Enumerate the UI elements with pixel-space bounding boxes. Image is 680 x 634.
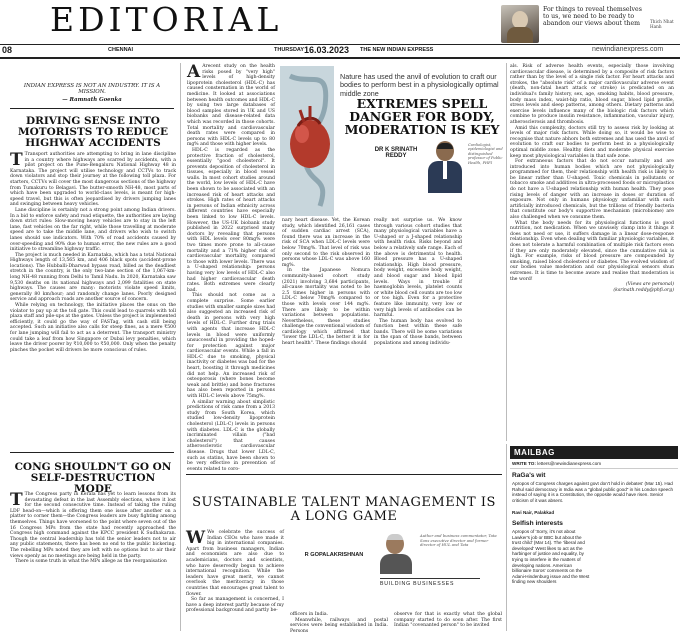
- lead-paragraph: The project is much needed in Karnataka, which has a total National Highways length of 13,565 km, and 406 black spots (accident-prone locations). The Hubballi-Dharwad bypass road, billed as the deadliest stretch in the country, is the only two-lane section of the 1,067-km-long NH-48 running from Delhi to Tamil Nadu. In 2020, Karnataka saw 9,530 deaths on its national highways and 2,099 fatalities on state highways. The causes are many: motorists violate speed limits, generally 80 km/hour; and randomly change lanes. Poorly designed service and approach roads are another source of concern.: [10, 252, 176, 303]
- drop-cap: W: [186, 528, 206, 548]
- bottom-author-photo: [376, 530, 416, 574]
- bottom-article-title: SUSTAINABLE TALENT MANAGEMENT IS A LONG GAME: [192, 495, 496, 524]
- lead-paragraph: Lane discipline is certainly not a strong point among Indian drivers. In a bid to enforce safety and road etiquette, the authorities are laying down strict rules: Slow-moving heavy vehicles are to stay in the left lane, fast vehicles on the far right, while those travelling at moderate speed are to take the middle lane, and drivers who wish to switch lanes should use indicators. With 70% of road accidents caused by over-speeding and 90% due to human error, the new rules are a good initiative to streamline highway traffic.: [10, 207, 176, 253]
- feature-paragraph: In the Japanese Nomura community-based cohort study (2021) involving 3,684 participants, all-cause mortality was noted to be 2.5 times higher in persons with LDL-C below 70mg% compared to those with levels over 144 mg%. There are likely to be within variations between populations. Nevertheless, these studies challenge the conventional wisdom of cardiology which affirmed that "lower the LDL-C, the better it is for heart health". These findings should: [282, 268, 371, 347]
- motto-text: INDIAN EXPRESS IS NOT AN INDUSTRY. IT IS A MISSION.: [23, 83, 161, 96]
- section-title: EDITORIAL: [50, 0, 283, 39]
- drop-cap: A: [187, 62, 201, 82]
- middle-paragraph: A Arecent study on the health risks posed by "very high" levels of high-density lipoprotein cholesterol (HDL-C) has caused consternation in the world of medicine. It looked at associations between health outcomes and HDL-C by using two large databases of blood samples stored in UK and US biobanks and disease-related data which was recorded in those cohorts. Total mortality and cardiovascular death rates were compared in persons with HDL-C levels up to 80 mg% and those with higher levels.: [187, 62, 275, 148]
- mailbag-write-to: [512, 461, 678, 466]
- middle-paragraph: HDL-C is regarded as the protective fraction of cholesterol, essentially "good cholesterol". It prevents deposition of cholesterol in tissues, especially in blood vessel walls. In most cohort studies around the world, low levels of HDL-C have been shown to be associated with an increased risk of heart attacks and strokes. High rates of heart attacks in persons of Indian ethnicity across different countries have especially been linked to low HDL-C levels. However, the US-UK biobank study published in 2022 surprised many doctors by revealing that persons with HDL levels over 80mg% were two times more prone to all-cause mortality and a 71% higher risk of cardiovascular mortality, compared to those with lower levels. There was a U-shaped relationship: persons having very low levels of HDL-C also had higher cardiovascular death rates. Both extremes were clearly bad.: [187, 147, 275, 293]
- letter-2-headline: Selfish interests: [512, 520, 563, 527]
- heart-illustration: [280, 66, 334, 216]
- bottom-paragraph: observe for that is exactly what the global company started to do soon after. The first Indian "covenanted person" to be invited: [394, 612, 502, 629]
- day-label: THURSDAY: [274, 47, 305, 53]
- feature-title: EXTREMES SPELL DANGER FOR BODY, MODERATION IS KEY: [344, 96, 500, 138]
- quote-text: For things to reveal themselves to us, we need to be ready to abandon our views about them: [543, 6, 642, 28]
- bottom-paragraph: Meanwhile, railways and postal services were being established in India. Persons: [290, 617, 388, 634]
- feature-paragraph: really not surprise us. We know through various cohort studies that many physiological variables have a U-shaped or a J-shaped relationship with health risks. Risks beyond and below a relatively safe range. Each of the above is detrimental to health. Blood pressure has a U-shaped relationship. High blood pressure, body weight, excessive body weight, and blood sugar and blood lipid levels. Ways in trouble if haemoglobin levels, platelet counts or white blood cell counts are too low or too high. Even for a protective feature like immunity, very low or very high levels of antibodies can be harmful.: [374, 218, 462, 319]
- feature-byline: [340, 135, 504, 197]
- letter-1-author: Ravi Nair, Palakkad: [512, 510, 555, 515]
- second-editorial-body: [10, 492, 176, 631]
- bottom-col-1: [186, 530, 284, 631]
- feature-paragraph: nary heart disease. Yet, the Korean study, which identified 26,161 cases of sudden cardiac arrest (SCA), found there was an increase in the risk of SCA when LDL-C levels were below 70mg%. That level of risk was only second to the risk observed in persons whose LDL-C was above 160 mg%.: [282, 218, 370, 268]
- middle-paragraph: A similar warning about simplistic predictions of risk came from a 2013 study from South Korea, which studied low-density lipoprotein cholesterol (LDL-C) levels in persons with diabetes. LDL-C is the globally incriminated villain ("bad cholesterol") that causes atherosclerotic cardiovascular disease. Drugs that lower LDL-C, such as statins, have been shown to be very effective in prevention of events related to coro-: [187, 399, 275, 472]
- website-link[interactable]: newindianexpress.com: [592, 46, 664, 53]
- letter-1-headline: RaGa's wit: [512, 472, 546, 479]
- feature-author-photo: [424, 137, 466, 193]
- feature-author-name: DR K SRINATH REDDY: [374, 147, 418, 159]
- feature-paragraph: Amid this complexity, doctors still try to assess risk by looking at levels of major risk factors. While doing so, it would be wise to recognise that nature abhors both extremes and has used the anvil of evolution to craft our bodies to perform best in a physiologically optimal middle zone. Healthy diets and moderate physical exercise keep most physiological variables in that safe zone.: [510, 125, 674, 159]
- quote-author: Thich Nhat Hanh: [650, 19, 674, 29]
- feature-paragraph: als. Risk of adverse health events, especially those involving cardiovascular disease, is determined by a composite of risk factors rather than by the level of a single risk factor. For heart attacks and strokes, the "absolute risk" of a major cardiovascular adverse event (death, non-fatal heart attack or stroke) is predicated on an individual's family history, sex, age, smoking habits, blood pressure, body mass index, waist-hip ratio, blood sugar, blood lipid profile, stress levels and sleep patterns, among others. Dietary patterns and exercise levels influence many of the biologic risk factors which combine to produce insulin resistance, inflammation, vascular injury, atherosclerosis and thrombosis.: [510, 64, 674, 125]
- bottom-author-name: R GOPALAKRISHNAN: [304, 552, 364, 558]
- second-paragraph: There is some truth in what the MPs allege as the reorganisation: [15, 559, 167, 565]
- bottom-paragraph: W We celebrate the success of Indian CEOs who have made it big in international companies. Apart from business managers, Indian and economists are also due to academicians, doctors and scientists, who have deservedly begun to achieve international recognition. While the leaders have great merit, we cannot overlook the meritocracy in those countries that encourages great talent to flower.: [186, 528, 284, 597]
- feature-deck: Nature has used the anvil of evolution to craft our bodies to perform best in a physiologically optimal middle zone: [340, 72, 499, 98]
- motto: [10, 83, 174, 103]
- motto-attribution: — Ramnath Goenka: [62, 96, 122, 103]
- feature-col-2: [374, 218, 462, 468]
- middle-article-body: [187, 62, 276, 472]
- bottom-col-2: [290, 612, 388, 634]
- feature-illustration: [280, 66, 334, 216]
- lead-paragraph: While relying on technology, the initiative places the onus on the violator to pay up at the toll gate. This could lead to quarrels with toll plaza staff and pile-ups at the gates. Unless the project is implemented efficiently, it could go the way of FASTag, with cash still being accepted. Such an initiative also calls for steep fines, as a mere ₹500 for lane jumping will fail to act as a deterrent. The transport ministry could take a leaf from how Singapore or Dubai levy penalties, which leave the driver poorer by ₹10,000 to ₹50,000. Only when the penalty pinches the pocket will drivers be more conscious of rules.: [10, 303, 176, 353]
- drop-cap: T: [10, 150, 23, 170]
- brand-label: THE NEW INDIAN EXPRESS: [360, 47, 434, 53]
- feature-email[interactable]: (ksrinath.reddy@phfi.org): [613, 287, 674, 293]
- folio-bar: [0, 45, 680, 57]
- bottom-author-bio: Author and business commentator, Tata Sons executive director and former director of HUL and Tata: [420, 533, 497, 548]
- lead-editorial-title: DRIVING SENSE INTO MOTORISTS TO REDUCE HIGHWAY ACCIDENTS: [18, 115, 168, 150]
- masthead: [0, 0, 680, 58]
- mailbag: [510, 446, 678, 631]
- write-to-label: WRITE TO:: [512, 461, 536, 466]
- bottom-paragraph: So far as management is concerned, I have a deep interest partly because of my professional background and partly be-: [186, 597, 284, 614]
- page-number: 08: [2, 45, 13, 55]
- quote-author-photo: [501, 5, 539, 43]
- feature-col-3: [510, 64, 674, 430]
- feature-paragraph: The human body has evolved to function best within these safe bands. There will be some variations in the span of those bands, between populations and among individu-: [374, 318, 462, 347]
- letter-1-body: Apropos of Congress charges against govt don't hold in debates' (Mar 15). Had Rahul said democracy in India was a "global public good" in his London speech instead of saying it is a Constitution, the opposite would have risen. Senior criticism of it was absent.: [512, 481, 674, 503]
- feature-paragraph: What the body needs for its physiological functions is good nutrition, not medication. When we unwisely clamp into it things it does not need or use, it suffers damage in a linear dose-response relationship. Even when dealing with familiar physiologic variables, it does not tolerate a harmful combination of multiple risk factors even if they are only moderately elevated, since the cumulative risk is high. For example, risks of blood pressure are compounded by smoking, raised blood cholesterol or diabetes. The evolved wisdom of our bodies value moderation and our physiological sensors shun extremes. It is time to become aware and realise that moderation is the word!: [510, 220, 674, 282]
- write-to-email[interactable]: letters@newindianexpress.com: [537, 461, 602, 466]
- feature-author-bio: Cardiologist, epidemiologist and distinguished professor of Public Health, PHFI: [468, 143, 503, 165]
- feature-paragraph: For extraneous factors that do not occur naturally and are introduced into human bodies which are not physiologically programmed for them, their relationship with health risk is likely to be linear rather than U-shaped. Toxic chemicals in pollutants or tobacco smoke and additives in ultra-processed foods or microplastics do not have a U-shaped relationship with human health. They pose rising levels of danger with an increase in doses or duration of exposure. Not only in humans physiology unfamiliar with such artificially introduced chemicals, but the trillions of friendly bacteria that constitute our body's supportive mechanism (microbiome) are also challenged when we consume them.: [510, 159, 674, 221]
- mailbag-title: MAILBAG: [510, 446, 678, 459]
- edition-label: CHENNAI: [108, 47, 134, 53]
- bottom-byline: [290, 528, 502, 588]
- feature-signoff: (Views are personal): [625, 282, 674, 288]
- middle-paragraph: This should not come as a complete surprise. Some earlier studies with smaller sample sizes had also suggested an increased risk of death in persons with very high levels of HDL-C. Further drug trials with agents that increase HDL-C levels in blood were uniformly unsuccessful in providing the hoped-for protection against major cardiovascular events. While a fall in HDL-C due to smoking, physical inactivity or diabetes was bad for the heart, boosting it through medicines did not help. An increased risk of osteoporosis (where bones become weak and brittle) and bone fractures has also been reported in persons with HDL-C levels above 75mg%.: [187, 293, 276, 400]
- quote-box: [500, 4, 678, 44]
- second-editorial-title: CONG SHOULDN'T GO ON SELF-DESTRUCTION MODE: [14, 461, 172, 496]
- lead-editorial-body: [10, 152, 176, 439]
- date-label: 16.03.2023: [304, 45, 350, 55]
- lead-paragraph: T Transport authorities are attempting to bring in lane discipline in a country where highways are scarred by accidents, with a pilot project on the Pune-Bengaluru National Highway 48 in Karnataka. The project will utilise technology and CCTVs to track down violators and stop their journey at the following toll plaza. For starters, CCTVs will cover the most dangerous sections of the highway from Tumakuru to Belagavi. The butter-smooth NH-48, most parts of which have been upgraded to world-class levels, is meant for high-speed travel, but this is often jeopardised by drivers jumping lanes and swinging between heavy vehicles.: [10, 150, 176, 208]
- second-paragraph: T The Congress party in Kerala has yet to learn lessons from its devastating defeat in the last Assembly elections, where it lost for the second consecutive time. Instead of taking the ruling LDF head-on—which is offering them one issue after another on a platter to corner them—the Congress leaders are busy fighting among themselves. Things have worsened to the point where seven out of the 16 Congress MPs from the state had recently approached the Congress high command against the KPCC president K Sudhakaran. Though the central leadership has told the senior leaders not to air any public statements, there has been no end to the public bickering. The rebelling MPs noted they are left with no options but to air their views openly as no meetings are being held in the party.: [10, 490, 176, 559]
- letter-2-body: Apropos of 'Sorry, it's not about Lawker's job or BBC but about the trust child' (Mar 14). The 'liberal and developed' West likes to act as the harbinger of justice and equality, by trying to interfere in the matters of developing nations. American billionaire Soros' comments on the Adani-Hindenburg issue and the West finding new shoulders: [512, 529, 590, 585]
- bottom-col-3: [394, 612, 502, 631]
- bottom-paragraph: officers in India.: [290, 612, 329, 617]
- drop-cap: T: [10, 490, 23, 510]
- feature-col-1: [282, 218, 370, 468]
- section-label: BUILDING BUSINESSES: [380, 578, 480, 587]
